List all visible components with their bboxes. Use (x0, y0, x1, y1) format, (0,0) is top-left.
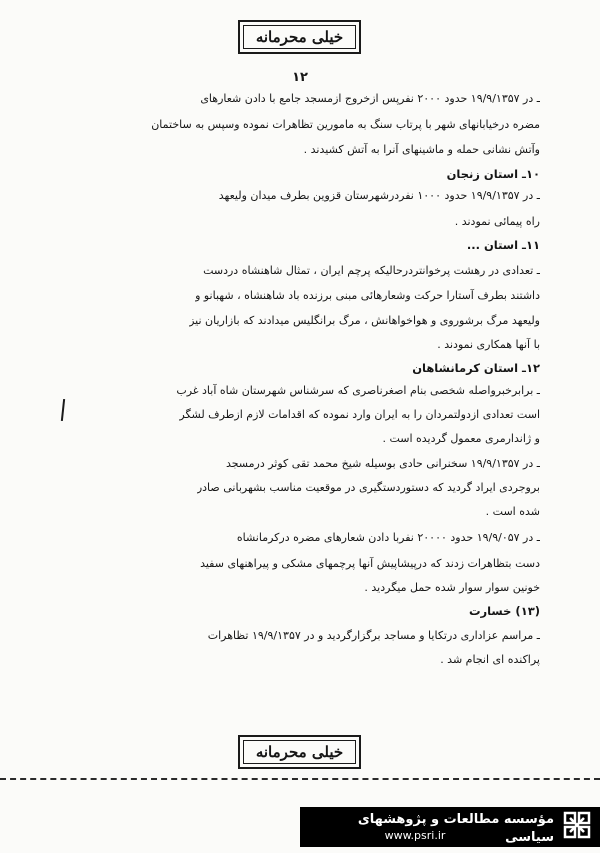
confidential-stamp-top (238, 20, 361, 54)
body-line-21: خونین سوار سوار شده حمل میگردید . (364, 581, 540, 594)
page-edge-rule (0, 778, 600, 780)
body-line-13: ـ برابرخبرواصله شخصی بنام اصغرناصری که سرشناس شهرستان شاه آباد غرب (176, 384, 540, 397)
body-line-3: وآتش نشانی حمله و ماشینهای آنرا به آتش کشیدند . (303, 143, 540, 156)
confidential-stamp-text: خیلی محرمانه (255, 743, 344, 761)
body-line-9: داشتند بطرف آستارا حرکت وشعارهائی مبنی برزنده باد شاهنشاه ، شهبانو و (195, 289, 540, 302)
body-line-19: ـ در ۱۹/۹/۰۵۷ حدود ۲۰۰۰۰ نفربا دادن شعارهای مضره درکرمانشاه (236, 531, 540, 544)
body-line-8: ـ تعدادی در رهشت پرخوانتردرحالیکه پرچم ایران ، تمثال شاهنشاه دردست (203, 264, 540, 277)
body-line-1: ـ در ۱۹/۹/۱۳۵۷ حدود ۲۰۰۰ نفرپس ازخروج ازمسجد جامع با دادن شعارهای (200, 92, 540, 105)
section-heading-11: ۱۱ـ استان ... (466, 238, 540, 252)
body-line-23: ـ مراسم عزاداری درتکایا و مساجد برگزارگردید و در ۱۹/۹/۱۳۵۷ تظاهرات (207, 629, 540, 642)
body-line-5: ـ در ۱۹/۹/۱۳۵۷ حدود ۱۰۰۰ نفردرشهرستان قزوین بطرف میدان ولیعهد (218, 189, 540, 202)
section-heading-kermanshahan: ۱۲ـ استان کرمانشاهان (412, 361, 540, 375)
body-line-10: ولیعهد مرگ برشوروی و هواخواهانش ، مرگ برانگلیس میدادند که بازاریان نیز (189, 314, 540, 327)
body-line-17: بروجردی ایراد گردید که دستوردستگیری در موقعیت مناسب بشهربانی صادر (196, 481, 540, 494)
body-line-16: ـ در ۱۹/۹/۱۳۵۷ سخنرانی حادی بوسیله شیخ محمد تقی کوثر درمسجد (225, 457, 540, 470)
body-line-6: راه پیمائی نمودند . (454, 215, 540, 228)
body-line-15: و ژاندارمری معمول گردیده است . (382, 432, 540, 445)
institution-url[interactable]: www.psri.ir (384, 829, 446, 842)
body-line-14: است تعدادی ازدولتمردان را به ایران وارد نموده که اقدامات لازم ازطرف لشگر (179, 408, 540, 421)
confidential-stamp-bottom (238, 735, 361, 769)
body-line-20: دست بتظاهرات زدند که درپیشاپیش آنها پرچمهای مشکی و پیراهنهای سفید (200, 557, 540, 570)
page-number: ۱۲ (292, 70, 308, 85)
body-line-18: شده است . (485, 505, 540, 518)
section-heading-damage: (۱۳) خسارت (468, 604, 540, 618)
confidential-stamp-text: خیلی محرمانه (255, 28, 344, 46)
institution-name: مؤسسه مطالعات و پژوهشهای سیاسی (357, 812, 554, 845)
institution-logo-icon (560, 808, 594, 842)
margin-mark (61, 399, 65, 421)
body-line-11: با آنها همکاری نمودند . (437, 338, 540, 351)
section-heading-zanjan: ۱۰ـ استان زنجان (446, 167, 540, 181)
body-line-2: مضره درخیابانهای شهر با پرتاب سنگ به مامورین تظاهرات نموده وسپس به ساختمان (151, 118, 540, 131)
body-line-24: پراکنده ای انجام شد . (440, 653, 540, 666)
